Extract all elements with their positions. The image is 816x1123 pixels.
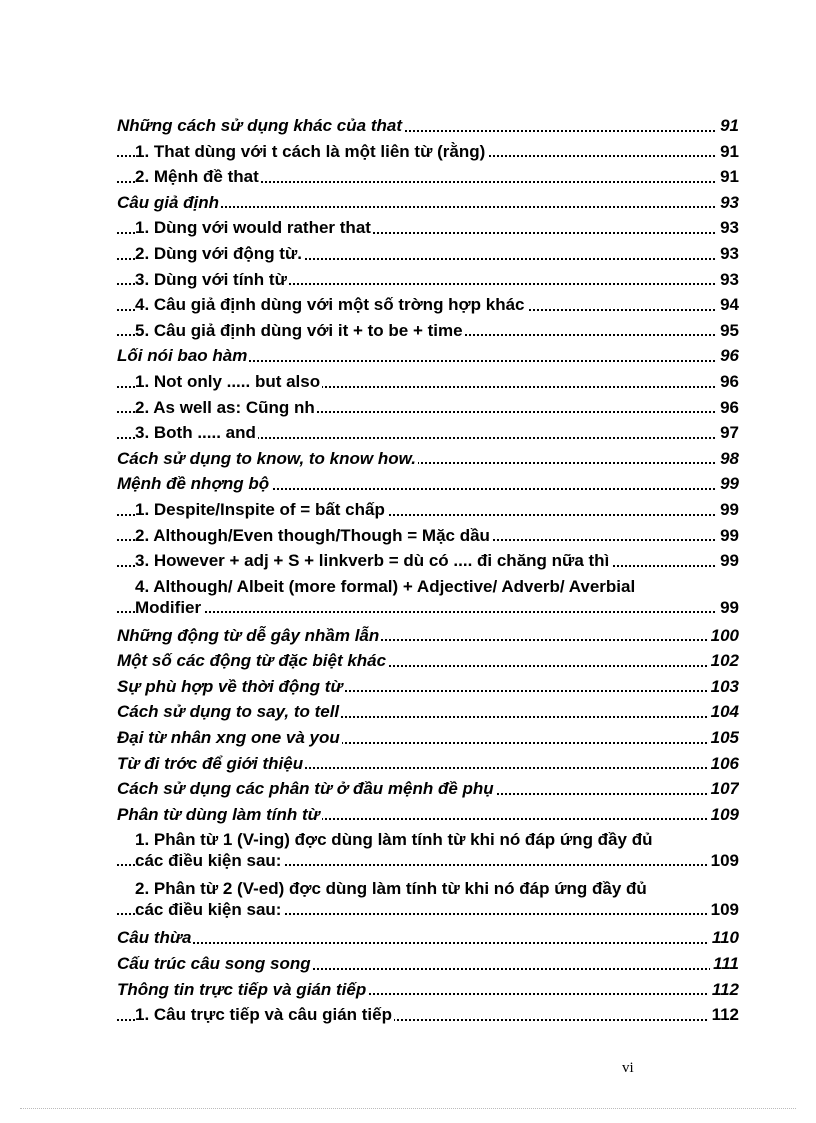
- toc-heading-entry: [117, 623, 739, 649]
- toc-page-number: 102: [708, 648, 739, 674]
- toc-entry-title: Thông tin trực tiếp và gián tiếp: [117, 979, 367, 999]
- toc-entry-title: Những động từ dễ gây nhầm lẫn: [117, 625, 380, 645]
- toc-entry-title: 3. Dùng với tính từ: [135, 269, 287, 289]
- toc-page-number: 93: [717, 190, 739, 216]
- toc-entry-title: 2. Although/Even though/Though = Mặc dầu: [135, 525, 490, 545]
- toc-page-number: 99: [717, 497, 739, 523]
- toc-page-number: 91: [717, 164, 739, 190]
- toc-subentry: [117, 267, 739, 293]
- toc-entry-title: Câu giả định: [117, 192, 219, 212]
- toc-page-number: 104: [708, 699, 739, 725]
- toc-page-number: 111: [710, 951, 739, 977]
- toc-subentry: [117, 876, 739, 925]
- toc-entry-title: Mệnh đề nhợng bộ: [117, 474, 270, 494]
- toc-page-number: 99: [717, 471, 739, 497]
- page-bottom-border: [20, 1108, 796, 1109]
- toc-entry-title: Cấu trúc câu song song: [117, 954, 311, 974]
- toc-entry-title-continued: Modifier: [135, 597, 202, 617]
- toc-subentry: [117, 1002, 739, 1028]
- toc-heading-entry: [117, 977, 739, 1003]
- toc-entry-title: Đại từ nhân xng one và you: [117, 728, 340, 748]
- toc-entry-title: 2. Phân từ 2 (V-ed) đợc dùng làm tính từ khi nó đáp ứng đầy đủ: [135, 879, 647, 899]
- toc-page-number: 93: [717, 215, 739, 241]
- toc-subentry: [117, 574, 739, 623]
- toc-entry-title: 2. Dùng với động từ.: [135, 243, 302, 263]
- toc-page-number: 100: [708, 623, 739, 649]
- toc-heading-entry: [117, 951, 739, 977]
- toc-heading-entry: [117, 674, 739, 700]
- dot-leader: [117, 942, 739, 944]
- toc-page-number: 94: [717, 292, 739, 318]
- toc-page-number: 98: [717, 446, 739, 472]
- toc-heading-entry: [117, 190, 739, 216]
- toc-page-number: 96: [717, 343, 739, 369]
- toc-page-number: 96: [717, 395, 739, 421]
- toc-entry-title: Cách sử dụng to say, to tell: [117, 702, 340, 722]
- toc-entry-title: 1. Phân từ 1 (V-ing) đợc dùng làm tính từ khi nó đáp ứng đầy đủ: [135, 830, 653, 850]
- toc-entry-title: 5. Câu giả định dùng với it + to be + time: [135, 320, 463, 340]
- toc-page-number: 95: [717, 318, 739, 344]
- toc-entry-title: 4. Câu giả định dùng với một số trờng hợp khác: [135, 295, 525, 315]
- toc-subentry: [117, 164, 739, 190]
- toc-subentry: [117, 395, 739, 421]
- page-number: vi: [622, 1060, 634, 1076]
- toc-heading-entry: [117, 725, 739, 751]
- toc-entry-title: Cách sử dụng các phân từ ở đầu mệnh đề phụ: [117, 779, 494, 799]
- toc-heading-entry: [117, 751, 739, 777]
- toc-page-number: 109: [708, 850, 739, 871]
- toc-entry-title: Một số các động từ đặc biệt khác: [117, 651, 387, 671]
- toc-subentry: [117, 420, 739, 446]
- toc-entry-title: Lối nói bao hàm: [117, 346, 248, 366]
- toc-page-number: 109: [708, 802, 739, 828]
- toc-page-number: 96: [717, 369, 739, 395]
- toc-entry-title: 1. Dùng với would rather that: [135, 218, 371, 238]
- toc-entry-title: Sự phù hợp về thời động từ: [117, 676, 343, 696]
- toc-entry-title: Từ đi trớc để giới thiệu: [117, 753, 304, 773]
- toc-page-number: 103: [708, 674, 739, 700]
- toc-page-number: 99: [717, 548, 739, 574]
- toc-heading-entry: [117, 343, 739, 369]
- toc-entry-title: 1. Despite/Inspite of = bất chấp: [135, 499, 385, 519]
- toc-entry-title: 3. However + adj + S + linkverb = dù có .... đi chăng nữa thì: [135, 551, 610, 571]
- toc-entry-title: Phân từ dùng làm tính từ: [117, 804, 320, 824]
- toc-heading-entry: [117, 925, 739, 951]
- toc-page-number: 107: [708, 776, 739, 802]
- toc-heading-entry: [117, 113, 739, 139]
- toc-subentry: [117, 241, 739, 267]
- toc-page-number: 97: [717, 420, 739, 446]
- toc-entry-title: 4. Although/ Albeit (more formal) + Adjective/ Adverb/ Averbial: [135, 576, 636, 596]
- toc-page-number: 112: [709, 1002, 739, 1028]
- toc-entry-title: Những cách sử dụng khác của that: [117, 116, 402, 135]
- toc-page-number: 105: [708, 725, 739, 751]
- toc-entry-title: 1. That dùng với t cách là một liên từ (rằng): [135, 141, 486, 161]
- toc-subentry: [117, 215, 739, 241]
- toc-page-number: 112: [709, 977, 739, 1003]
- toc-page-number: 93: [717, 241, 739, 267]
- toc-entry-title: Cách sử dụng to know, to know how.: [117, 448, 416, 468]
- toc-entry-title: 2. Mệnh đề that: [135, 167, 259, 187]
- toc-heading-entry: [117, 802, 739, 828]
- toc-subentry: [117, 548, 739, 574]
- toc-entry-title: 2. As well as: Cũng nh: [135, 397, 315, 417]
- toc-subentry: [117, 497, 739, 523]
- toc-entry-title: Câu thừa: [117, 928, 192, 948]
- toc-page-number: 91: [717, 113, 739, 139]
- toc-entry-title: 3. Both ..... and: [135, 423, 256, 443]
- toc-entry-title-continued: các điều kiện sau:: [135, 851, 282, 871]
- toc-subentry: [117, 292, 739, 318]
- toc-page-number: 106: [708, 751, 739, 777]
- toc-heading-entry: [117, 648, 739, 674]
- toc-heading-entry: [117, 776, 739, 802]
- toc-subentry: [117, 318, 739, 344]
- toc-entry-title-continued: các điều kiện sau:: [135, 900, 282, 920]
- toc-subentry: [117, 139, 739, 165]
- toc-subentry: [117, 369, 739, 395]
- table-of-contents: [117, 113, 739, 1028]
- toc-page-number: 109: [708, 899, 739, 920]
- toc-entry-title: 1. Câu trực tiếp và câu gián tiếp: [135, 1005, 392, 1025]
- toc-subentry: [117, 523, 739, 549]
- toc-page-number: 99: [717, 597, 739, 618]
- toc-heading-entry: [117, 471, 739, 497]
- toc-heading-entry: [117, 446, 739, 472]
- toc-heading-entry: [117, 699, 739, 725]
- toc-entry-title: 1. Not only ..... but also: [135, 371, 321, 391]
- toc-page-number: 99: [717, 523, 739, 549]
- toc-subentry: [117, 827, 739, 876]
- toc-page-number: 110: [709, 925, 739, 951]
- toc-page-number: 91: [717, 139, 739, 165]
- toc-page-number: 93: [717, 267, 739, 293]
- dot-leader: [117, 611, 739, 613]
